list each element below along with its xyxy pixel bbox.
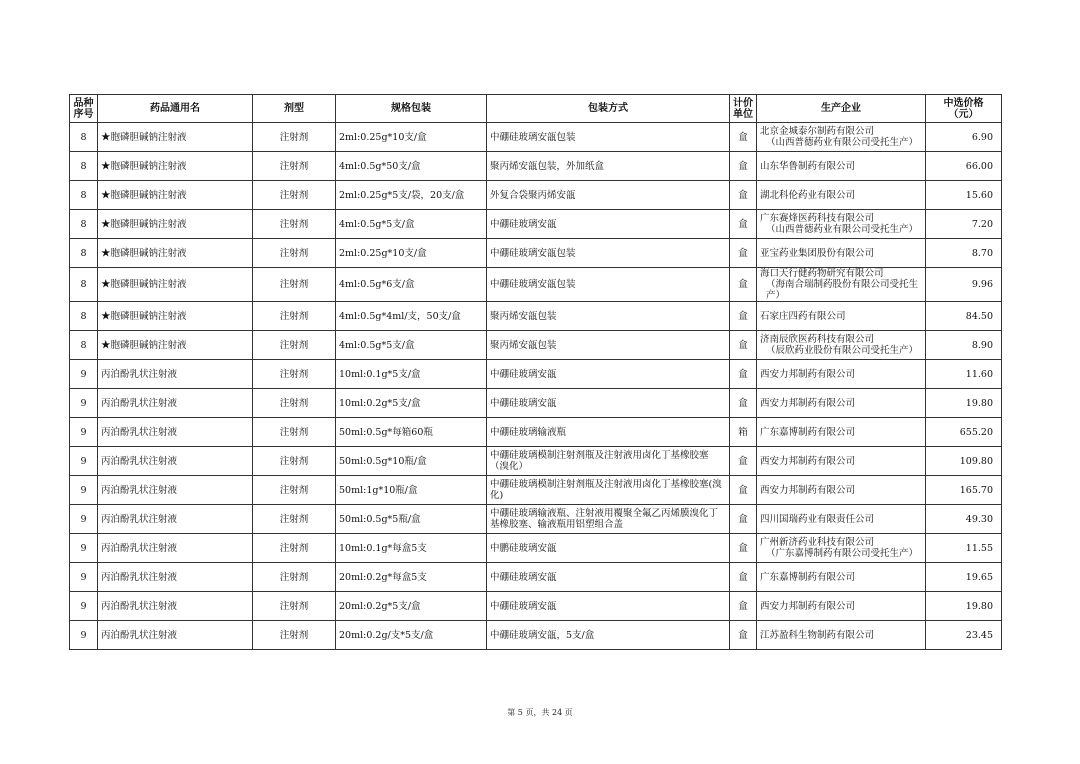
cell-spec: 4ml:0.5g*6支/盒 [336, 268, 487, 302]
cell-maker [757, 505, 926, 534]
cell-name: ★胞磷胆碱钠注射液 [98, 239, 253, 268]
cell-name: 丙泊酚乳状注射液 [98, 621, 253, 650]
cell-pack: 中硼硅玻璃模制注射剂瓶及注射液用卤化丁基橡胶塞(溴化) [487, 476, 730, 505]
cell-price: 19.80 [926, 592, 1002, 621]
cell-maker [757, 389, 926, 418]
cell-spec: 50ml:0.5g*5瓶/盒 [336, 505, 487, 534]
cell-spec: 20ml:0.2g*5支/盒 [336, 592, 487, 621]
cell-pack: 中硼硅玻璃安瓿 [487, 389, 730, 418]
cell-seq: 9 [70, 621, 98, 650]
cell-seq: 8 [70, 331, 98, 360]
table-row [70, 563, 1002, 592]
cell-maker [757, 152, 926, 181]
cell-seq: 8 [70, 123, 98, 152]
cell-pack: 聚丙烯安瓿包装 [487, 331, 730, 360]
cell-price: 84.50 [926, 302, 1002, 331]
cell-pack: 中硼硅玻璃安瓿包装 [487, 268, 730, 302]
cell-maker [757, 331, 926, 360]
cell-unit: 盒 [730, 210, 757, 239]
cell-pack: 中硼硅玻璃安瓿包装 [487, 123, 730, 152]
maker-contract-note: （广东嘉博制药有限公司受托生产） [766, 548, 919, 559]
cell-maker [757, 210, 926, 239]
cell-seq: 8 [70, 268, 98, 302]
cell-form: 注射剂 [253, 505, 336, 534]
cell-name: 丙泊酚乳状注射液 [98, 534, 253, 563]
cell-seq: 9 [70, 476, 98, 505]
maker-name: 西安力邦制药有限公司 [760, 368, 856, 380]
maker-name: 广州新济药业科技有限公司 [760, 537, 875, 548]
cell-seq: 9 [70, 534, 98, 563]
cell-pack: 中硼硅玻璃安瓿，5支/盒 [487, 621, 730, 650]
cell-price: 655.20 [926, 418, 1002, 447]
cell-unit: 盒 [730, 181, 757, 210]
cell-form: 注射剂 [253, 268, 336, 302]
cell-form: 注射剂 [253, 389, 336, 418]
cell-pack: 中硼硅玻璃安瓿 [487, 563, 730, 592]
cell-seq: 8 [70, 210, 98, 239]
maker-name: 西安力邦制药有限公司 [760, 397, 856, 409]
cell-pack: 中硼硅玻璃安瓿 [487, 592, 730, 621]
cell-seq: 8 [70, 302, 98, 331]
cell-pack: 中硼硅玻璃安瓿包装 [487, 239, 730, 268]
cell-unit: 盒 [730, 331, 757, 360]
maker-name: 西安力邦制药有限公司 [760, 600, 856, 612]
cell-price: 7.20 [926, 210, 1002, 239]
cell-unit: 盒 [730, 592, 757, 621]
cell-maker [757, 360, 926, 389]
cell-name: 丙泊酚乳状注射液 [98, 389, 253, 418]
cell-spec: 2ml:0.25g*10支/盒 [336, 239, 487, 268]
cell-seq: 9 [70, 505, 98, 534]
header-seq-line2: 序号 [73, 108, 94, 120]
cell-form: 注射剂 [253, 181, 336, 210]
header-spec: 规格包装 [336, 95, 487, 123]
header-unit-line1: 计价 [733, 97, 753, 109]
table-row [70, 389, 1002, 418]
cell-name: 丙泊酚乳状注射液 [98, 447, 253, 476]
cell-name: 丙泊酚乳状注射液 [98, 476, 253, 505]
cell-form: 注射剂 [253, 210, 336, 239]
cell-name: 丙泊酚乳状注射液 [98, 592, 253, 621]
cell-spec: 2ml:0.25g*5支/袋，20支/盒 [336, 181, 487, 210]
header-unit [730, 95, 757, 123]
cell-form: 注射剂 [253, 592, 336, 621]
cell-price: 8.90 [926, 331, 1002, 360]
table-row [70, 302, 1002, 331]
table-row [70, 447, 1002, 476]
cell-price: 109.80 [926, 447, 1002, 476]
cell-price: 11.60 [926, 360, 1002, 389]
cell-name: ★胞磷胆碱钠注射液 [98, 268, 253, 302]
maker-name: 亚宝药业集团股份有限公司 [760, 247, 875, 259]
table-row [70, 210, 1002, 239]
cell-form: 注射剂 [253, 563, 336, 592]
cell-unit: 盒 [730, 621, 757, 650]
table-header-row [70, 95, 1002, 123]
cell-form: 注射剂 [253, 360, 336, 389]
cell-seq: 9 [70, 418, 98, 447]
maker-name: 北京金城泰尔制药有限公司 [760, 126, 875, 137]
cell-unit: 盒 [730, 476, 757, 505]
cell-pack: 中硼硅玻璃输液瓶、注射液用覆聚全氟乙丙烯膜溴化丁基橡胶塞、输液瓶用铝塑组合盖 [487, 505, 730, 534]
cell-price: 165.70 [926, 476, 1002, 505]
cell-maker [757, 447, 926, 476]
table-row [70, 268, 1002, 302]
maker-name: 济南辰欣医药科技有限公司 [760, 334, 875, 345]
cell-maker [757, 181, 926, 210]
header-price-line2: （元） [948, 108, 979, 120]
maker-name: 西安力邦制药有限公司 [760, 484, 856, 496]
table-row [70, 476, 1002, 505]
cell-pack: 聚丙烯安瓿包装 [487, 302, 730, 331]
cell-maker [757, 302, 926, 331]
cell-seq: 9 [70, 563, 98, 592]
cell-spec: 10ml:0.1g*每盒5支 [336, 534, 487, 563]
cell-spec: 4ml:0.5g*4ml/支，50支/盒 [336, 302, 487, 331]
cell-form: 注射剂 [253, 534, 336, 563]
table-row [70, 621, 1002, 650]
table-body [70, 123, 1002, 650]
cell-name: 丙泊酚乳状注射液 [98, 418, 253, 447]
cell-form: 注射剂 [253, 239, 336, 268]
cell-maker [757, 621, 926, 650]
cell-pack: 外复合袋聚丙烯安瓿 [487, 181, 730, 210]
table-row [70, 418, 1002, 447]
table-row [70, 360, 1002, 389]
maker-name: 广东嘉博制药有限公司 [760, 426, 856, 438]
cell-pack: 聚丙烯安瓿包装，外加纸盒 [487, 152, 730, 181]
cell-spec: 20ml:0.2g/支*5支/盒 [336, 621, 487, 650]
cell-seq: 9 [70, 360, 98, 389]
table-row [70, 534, 1002, 563]
cell-price: 15.60 [926, 181, 1002, 210]
maker-contract-note: （海南合瑞制药股份有限公司受托生产） [766, 279, 919, 301]
cell-unit: 盒 [730, 447, 757, 476]
maker-name: 广东嘉博制药有限公司 [760, 571, 856, 583]
cell-price: 6.90 [926, 123, 1002, 152]
cell-name: 丙泊酚乳状注射液 [98, 563, 253, 592]
cell-form: 注射剂 [253, 123, 336, 152]
cell-spec: 20ml:0.2g*每盒5支 [336, 563, 487, 592]
cell-name: ★胞磷胆碱钠注射液 [98, 123, 253, 152]
cell-spec: 4ml:0.5g*5支/盒 [336, 210, 487, 239]
cell-seq: 8 [70, 152, 98, 181]
cell-name: ★胞磷胆碱钠注射液 [98, 152, 253, 181]
cell-pack: 中硼硅玻璃安瓿 [487, 360, 730, 389]
page-footer: 第 5 页，共 24 页 [507, 708, 573, 717]
cell-unit: 盒 [730, 389, 757, 418]
cell-spec: 10ml:0.2g*5支/盒 [336, 389, 487, 418]
cell-pack: 中硼硅玻璃输液瓶 [487, 418, 730, 447]
cell-maker [757, 534, 926, 563]
table-row [70, 152, 1002, 181]
table-row [70, 123, 1002, 152]
cell-form: 注射剂 [253, 418, 336, 447]
table-row [70, 181, 1002, 210]
maker-name: 西安力邦制药有限公司 [760, 455, 856, 467]
cell-spec: 50ml:0.5g*10瓶/盒 [336, 447, 487, 476]
maker-name: 四川国瑞药业有限责任公司 [760, 513, 875, 525]
cell-spec: 50ml:1g*10瓶/盒 [336, 476, 487, 505]
cell-price: 19.65 [926, 563, 1002, 592]
cell-price: 11.55 [926, 534, 1002, 563]
maker-contract-note: （辰欣药业股份有限公司受托生产） [766, 345, 919, 356]
cell-seq: 9 [70, 592, 98, 621]
cell-unit: 盒 [730, 239, 757, 268]
cell-unit: 盒 [730, 360, 757, 389]
table-row [70, 331, 1002, 360]
header-seq-line1: 品种 [73, 97, 94, 109]
table-row [70, 505, 1002, 534]
table-row [70, 592, 1002, 621]
header-unit-line2: 单位 [733, 108, 753, 120]
cell-maker [757, 123, 926, 152]
maker-name: 广东赛烽医药科技有限公司 [760, 213, 875, 224]
cell-unit: 箱 [730, 418, 757, 447]
cell-name: ★胞磷胆碱钠注射液 [98, 302, 253, 331]
cell-seq: 8 [70, 239, 98, 268]
cell-unit: 盒 [730, 123, 757, 152]
cell-form: 注射剂 [253, 621, 336, 650]
maker-contract-note: （山西普德药业有限公司受托生产） [766, 137, 919, 148]
cell-seq: 9 [70, 389, 98, 418]
cell-name: ★胞磷胆碱钠注射液 [98, 181, 253, 210]
maker-name: 江苏盈科生物制药有限公司 [760, 629, 875, 641]
drug-price-table [69, 94, 1002, 650]
header-name: 药品通用名 [98, 95, 253, 123]
cell-name: ★胞磷胆碱钠注射液 [98, 331, 253, 360]
cell-spec: 2ml:0.25g*10支/盒 [336, 123, 487, 152]
cell-unit: 盒 [730, 152, 757, 181]
cell-spec: 4ml:0.5g*50支/盒 [336, 152, 487, 181]
cell-form: 注射剂 [253, 476, 336, 505]
cell-name: 丙泊酚乳状注射液 [98, 360, 253, 389]
cell-pack: 中硼硅玻璃安瓿 [487, 210, 730, 239]
maker-name: 山东华鲁制药有限公司 [760, 160, 856, 172]
header-price [926, 95, 1002, 123]
cell-name: 丙泊酚乳状注射液 [98, 505, 253, 534]
cell-maker [757, 592, 926, 621]
cell-form: 注射剂 [253, 152, 336, 181]
header-maker: 生产企业 [757, 95, 926, 123]
maker-name: 石家庄四药有限公司 [760, 310, 846, 322]
cell-maker [757, 268, 926, 302]
cell-price: 8.70 [926, 239, 1002, 268]
cell-unit: 盒 [730, 302, 757, 331]
cell-seq: 8 [70, 181, 98, 210]
cell-form: 注射剂 [253, 447, 336, 476]
cell-seq: 9 [70, 447, 98, 476]
maker-name: 海口天行健药物研究有限公司 [760, 268, 884, 279]
maker-contract-note: （山西普德药业有限公司受托生产） [766, 224, 919, 235]
cell-spec: 10ml:0.1g*5支/盒 [336, 360, 487, 389]
header-price-line1: 中选价格 [943, 97, 984, 109]
cell-spec: 4ml:0.5g*5支/盒 [336, 331, 487, 360]
cell-spec: 50ml:0.5g*每箱60瓶 [336, 418, 487, 447]
cell-unit: 盒 [730, 505, 757, 534]
header-seq [70, 95, 98, 123]
cell-unit: 盒 [730, 534, 757, 563]
cell-price: 19.80 [926, 389, 1002, 418]
cell-form: 注射剂 [253, 331, 336, 360]
cell-pack: 中硼硅玻璃模制注射剂瓶及注射液用卤化丁基橡胶塞（溴化） [487, 447, 730, 476]
cell-maker [757, 418, 926, 447]
cell-maker [757, 476, 926, 505]
maker-name: 湖北科伦药业有限公司 [760, 189, 856, 201]
cell-maker [757, 563, 926, 592]
cell-price: 66.00 [926, 152, 1002, 181]
header-pack: 包装方式 [487, 95, 730, 123]
cell-price: 49.30 [926, 505, 1002, 534]
cell-pack: 中鹏硅玻璃安瓿 [487, 534, 730, 563]
cell-unit: 盒 [730, 268, 757, 302]
cell-form: 注射剂 [253, 302, 336, 331]
cell-name: ★胞磷胆碱钠注射液 [98, 210, 253, 239]
cell-price: 23.45 [926, 621, 1002, 650]
cell-unit: 盒 [730, 563, 757, 592]
cell-price: 9.96 [926, 268, 1002, 302]
table-row [70, 239, 1002, 268]
header-form: 剂型 [253, 95, 336, 123]
cell-maker [757, 239, 926, 268]
